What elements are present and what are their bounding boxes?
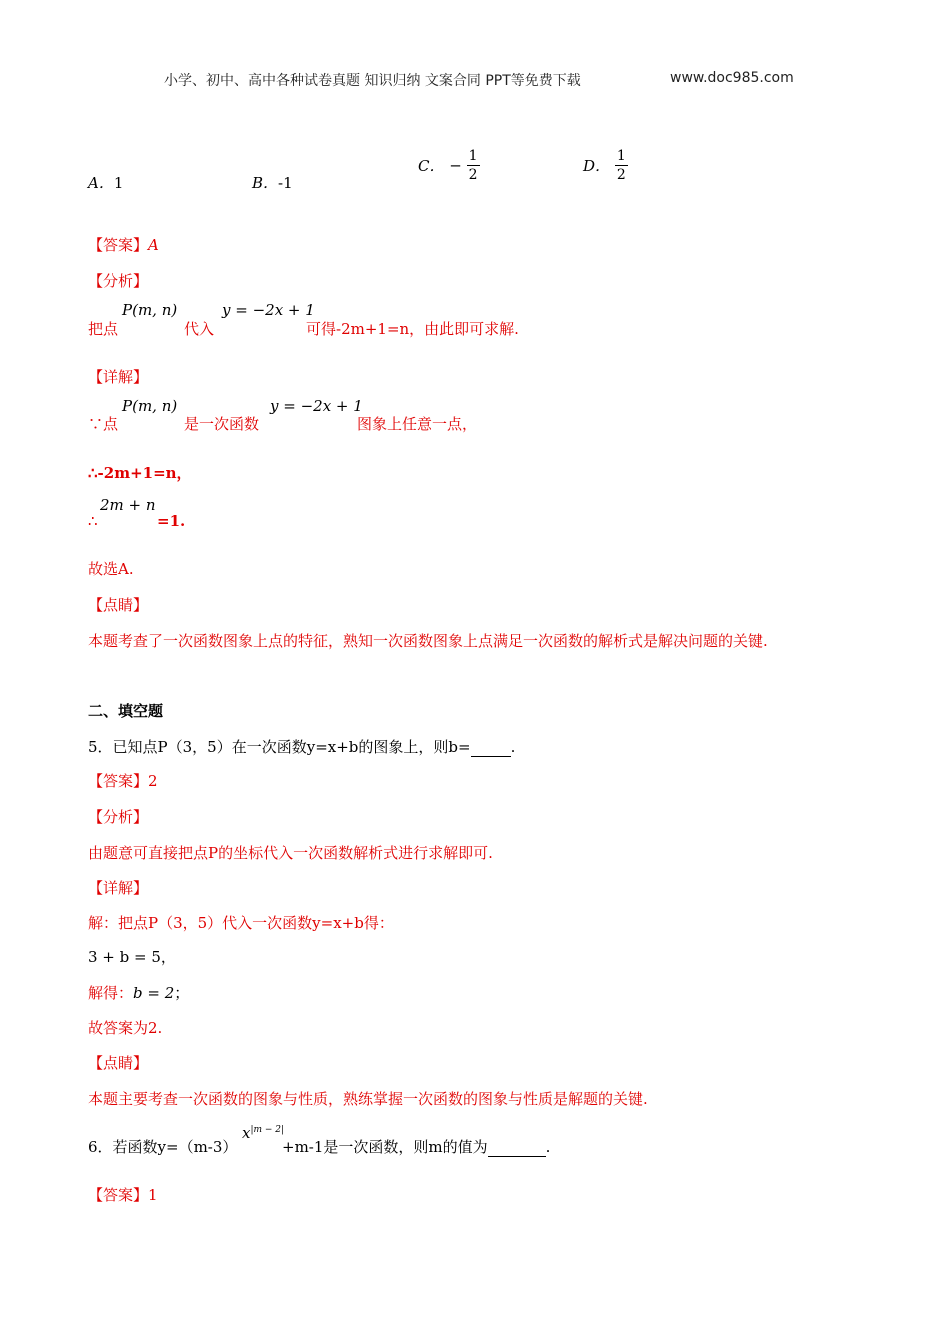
q4-analysis-p1: 把点 xyxy=(88,320,119,338)
q5-detail-tag: 【详解】 xyxy=(88,879,149,897)
option-c: C． − $\frac{1}{2}$ xyxy=(418,148,478,183)
header-text: 小学、初中、高中各种试卷真题 知识归纳 文案合同 PPT等免费下载 xyxy=(164,73,581,89)
option-b: B．-1 xyxy=(252,174,293,192)
q4-detail1-math1: P(m, n) xyxy=(122,397,178,415)
q4-detail3-p2: =1. xyxy=(157,512,186,530)
q4-detail-tag: 【详解】 xyxy=(88,368,149,386)
q6-math: $x^{|m - 2|}$ xyxy=(242,1124,285,1142)
q4-comment-tag: 【点睛】 xyxy=(88,596,149,614)
q5-answer: 【答案】2 xyxy=(88,772,158,790)
q4-analysis-p3: 可得-2m+1=n，由此即可求解. xyxy=(306,320,519,338)
q5-detail2: 3 + b = 5， xyxy=(88,948,176,966)
q6-stem-p1: 6．若函数y=（m-3） xyxy=(88,1138,238,1156)
section-title: 二、填空题 xyxy=(88,702,164,720)
q4-detail2: ∴-2m+1=n， xyxy=(88,464,192,482)
q6-stem-p2: +m-1是一次函数，则m的值为 . xyxy=(282,1138,551,1156)
q5-comment-tag: 【点睛】 xyxy=(88,1054,149,1072)
q4-detail3-math1: 2m + n xyxy=(100,496,156,514)
q4-detail3-p1: ∴ xyxy=(88,512,98,530)
q4-analysis-math1: P(m, n) xyxy=(122,301,178,319)
q4-analysis-p2: 代入 xyxy=(184,320,215,338)
q4-detail1-p1: ∵点 xyxy=(88,415,119,433)
q5-comment: 本题主要考查一次函数的图象与性质，熟练掌握一次函数的图象与性质是解题的关键. xyxy=(88,1090,648,1108)
q5-detail3: 解得：b = 2； xyxy=(88,984,190,1002)
q5-detail1: 解：把点P（3，5）代入一次函数y=x+b得： xyxy=(88,914,394,932)
q4-detail1-p2: 是一次函数 xyxy=(184,415,260,433)
q5-analysis: 由题意可直接把点P的坐标代入一次函数解析式进行求解即可. xyxy=(88,844,493,862)
header-url[interactable]: www.doc985.com xyxy=(670,70,794,86)
q5-analysis-tag: 【分析】 xyxy=(88,808,149,826)
q4-answer: 【答案】A xyxy=(88,236,159,254)
q4-analysis-tag: 【分析】 xyxy=(88,272,149,290)
option-a: A．1 xyxy=(88,174,124,192)
q4-detail1-math2: y = −2x + 1 xyxy=(270,397,363,415)
q4-detail4: 故选A. xyxy=(88,560,134,578)
q6-answer: 【答案】1 xyxy=(88,1186,158,1204)
q4-analysis-math2: y = −2x + 1 xyxy=(222,301,315,319)
q5-stem: 5．已知点P（3，5）在一次函数y=x+b的图象上，则b= . xyxy=(88,738,516,756)
option-d: D． $\frac{1}{2}$ xyxy=(583,148,626,183)
fraction: $\frac{1}{2}$ xyxy=(616,148,626,183)
q4-comment: 本题考查了一次函数图象上点的特征，熟知一次函数图象上点满足一次函数的解析式是解决问题的关键. xyxy=(88,632,768,650)
fraction: $\frac{1}{2}$ xyxy=(468,148,478,183)
q5-detail4: 故答案为2. xyxy=(88,1019,163,1037)
q4-detail1-p3: 图象上任意一点， xyxy=(357,415,478,433)
